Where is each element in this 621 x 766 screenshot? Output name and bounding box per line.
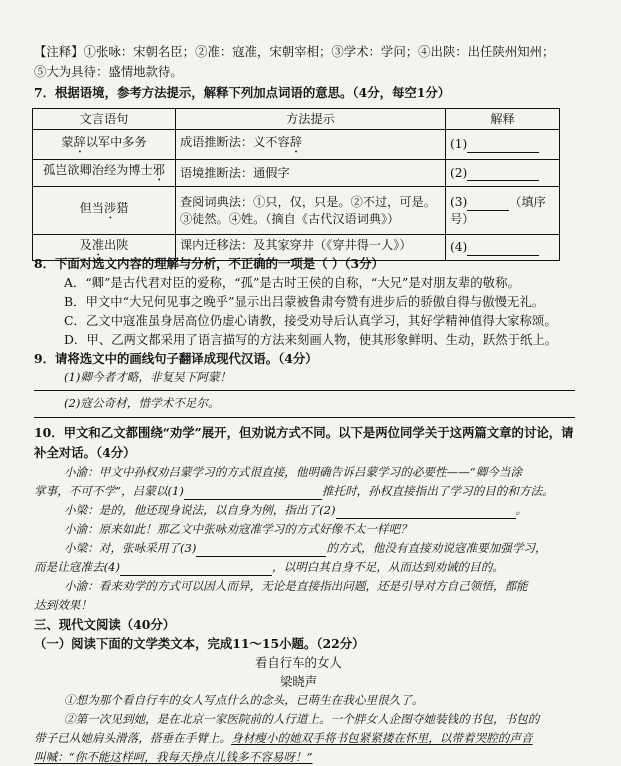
dialogue-line: 小梁：对，张咏采用了(3) 的方式，他没有直接劝说寇准要加强学习， <box>64 541 547 555</box>
annotation-line-1: 【注释】①张咏：宋朝名臣；②准：寇准，宋朝宰相；③学术：学问；④出陕：出任陕州知州； <box>34 44 555 59</box>
answer-cell-1[interactable]: (1) <box>446 130 560 160</box>
dialogue-line: 达到效果！ <box>34 598 92 612</box>
method-hint: 成语推断法：义不容辞 <box>176 130 446 160</box>
dialogue-line: 小渝：原来如此！那乙文中张咏劝寇准学习的方式好像不太一样吧？ <box>64 522 412 536</box>
blank-2[interactable] <box>336 505 516 519</box>
table-header-row <box>33 109 560 130</box>
story-paragraph-1: ①想为那个看自行车的女人写点什么的念头，已萌生在我心里很久了。 <box>64 693 424 707</box>
classical-sentence: 及准出陕 <box>33 235 176 261</box>
classical-sentence: 孤岂欲卿治经为博士邪 <box>33 160 176 187</box>
header-classical-sentence: 文言语句 <box>33 109 176 130</box>
answer-cell-2[interactable]: (2) <box>446 160 560 187</box>
question-7-stem: 7．根据语境，参考方法提示，解释下列加点词语的意思。（4分，每空1分） <box>34 85 451 100</box>
question-9-stem: 9．请将选文中的画线句子翻译成现代汉语。（4分） <box>34 351 318 366</box>
option-a[interactable]: A．“卿”是古代君对臣的爱称，“孤”是古时王侯的自称，“大兄”是对朋友辈的敬称。 <box>64 275 520 290</box>
dialogue-line: 掌事，不可不学”，吕蒙以(1) 推托时，孙权直接指出了学习的目的和方法。 <box>34 484 554 498</box>
method-hint: 语境推断法：通假字 <box>176 160 446 187</box>
answer-cell-3[interactable]: (3) （填序 号） <box>446 187 560 235</box>
question-7-table <box>32 108 560 261</box>
option-d[interactable]: D．甲、乙两文都采用了语言描写的方法来刻画人物，使其形象鲜明、生动，跃然于纸上。 <box>64 332 558 347</box>
header-method-hint: 方法提示 <box>176 109 446 130</box>
story-paragraph-2-cont: 带子已从她肩头滑落，搭垂在手臂上。身材瘦小的她双手将书包紧紧搂在怀里，以带着哭腔的声音 <box>34 731 533 745</box>
answer-blank-2[interactable] <box>467 168 539 181</box>
section-3-subtitle: （一）阅读下面的文学类文本，完成11～15小题。（22分） <box>34 636 365 651</box>
sentence-1: (1)卿今者才略，非复吴下阿蒙！ <box>64 370 232 384</box>
sentence-2: (2)寇公奇材，惜学术不足尔。 <box>64 396 220 410</box>
annotation-line-2: ⑤大为具待：盛情地款待。 <box>34 64 183 79</box>
blank-3[interactable] <box>196 543 326 557</box>
question-10-stem-cont: 补全对话。（4分） <box>34 445 136 460</box>
answer-line-2[interactable] <box>34 417 575 418</box>
story-title: 看自行车的女人 <box>255 655 342 670</box>
method-hint: 课内迁移法：及其家穿井（《穿井得一人》） <box>176 235 446 261</box>
header-explanation: 解释 <box>446 109 560 130</box>
classical-sentence: 蒙辞以军中多务 <box>33 130 176 160</box>
table-row <box>33 187 560 235</box>
story-paragraph-2-end: 叫喊：“你不能这样呵，我每天挣点儿钱多不容易呀！” <box>34 750 313 764</box>
dialogue-line: 小渝：看来劝学的方式可以因人而异，无论是直接指出问题，还是引导对方自己领悟，都能 <box>64 579 528 593</box>
answer-blank-1[interactable] <box>467 140 539 153</box>
classical-sentence: 但当涉猎 <box>33 187 176 235</box>
option-c[interactable]: C．乙文中寇准虽身居高位仍虚心请教，接受劝导后认真学习，其好学精神值得大家称颂。 <box>64 313 557 328</box>
blank-4[interactable] <box>120 562 272 576</box>
dialogue-line: 小渝：甲文中孙权劝吕蒙学习的方式很直接，他明确告诉吕蒙学习的必要性——“卿今当涂 <box>64 465 523 479</box>
option-b[interactable]: B．甲文中“大兄何见事之晚乎”显示出吕蒙被鲁肃夸赞有进步后的骄傲自得与傲慢无礼。 <box>64 294 545 309</box>
story-paragraph-2: ②第一次见到她，是在北京一家医院前的人行道上。一个胖女人企图夺她装钱的书包，书包的 <box>64 712 540 726</box>
question-8-stem: 8．下面对选文内容的理解与分析，不正确的一项是（ ）（3分） <box>34 256 384 271</box>
section-3-title: 三、现代文阅读（40分） <box>34 617 176 632</box>
answer-blank-3[interactable] <box>467 198 509 211</box>
question-10-stem: 10．甲文和乙文都围绕“劝学”展开，但劝说方式不同。以下是两位同学关于这两篇文章的讨论，请 <box>34 425 574 440</box>
method-hint: 查阅词典法：①只，仅，只是。②不过，可是。 ③徒然。④姓。（摘自《古代汉语词典》） <box>176 187 446 235</box>
dialogue-line: 小梁：是的，他还现身说法，以自身为例，指出了(2) 。 <box>64 503 528 517</box>
table-row <box>33 130 560 160</box>
answer-blank-4[interactable] <box>467 243 539 256</box>
dialogue-line: 而是让寇准去(4) ，以明白其自身不足，从而达到劝诫的目的。 <box>34 560 504 574</box>
story-author: 梁晓声 <box>280 674 318 689</box>
table-row <box>33 160 560 187</box>
answer-line-1[interactable] <box>34 390 575 391</box>
answer-cell-4[interactable]: (4) <box>446 235 560 261</box>
blank-1[interactable] <box>184 486 322 500</box>
